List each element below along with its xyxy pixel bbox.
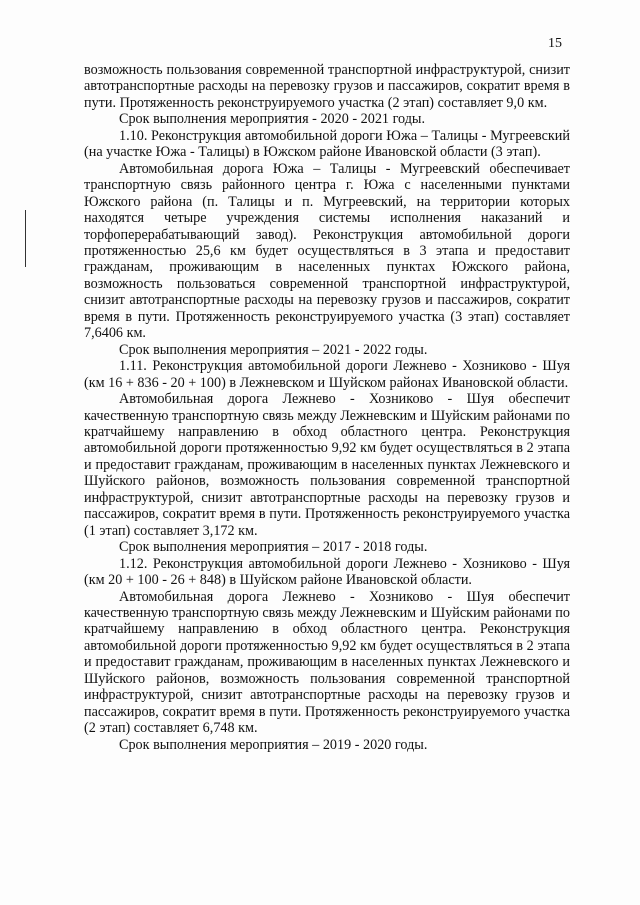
paragraph-deadline: Срок выполнения мероприятия – 2021 - 2022 годы.	[119, 341, 428, 358]
paragraph-deadline: Срок выполнения мероприятия - 2020 - 2021 годы.	[119, 111, 426, 128]
paragraph-item-description: Автомобильная дорога Лежнево - Хозниково - Шуя обеспечит качественную транспортную связь между Лежневским и Шуйским районами по кратчайшему направлению в обход областного центра. Реконструкция автомобильной дороги протяженностью 9,92 км будет осуществляться в 2 этапа и предоставит гражданам, проживающим в населенных пунктах Лежневского и Шуйского районов, возможность пользования современной транспортной инфраструктурой, снизит автотранспортные расходы на перевозку грузов и пассажиров, сократит время в пути. Протяженность реконструируемого участка (1 этап) составляет 3,172 км.	[84, 391, 570, 539]
paragraph-item-heading: 1.12. Реконструкция автомобильной дороги Лежнево - Хозниково - Шуя (км 20 + 100 - 26 + 848) в Шуйском районе Ивановской области.	[84, 555, 570, 589]
paragraph-deadline: Срок выполнения мероприятия – 2019 - 2020 годы.	[119, 736, 428, 753]
margin-mark	[25, 210, 26, 267]
paragraph-deadline: Срок выполнения мероприятия – 2017 - 2018 годы.	[119, 539, 428, 556]
paragraph-continuation: возможность пользования современной транспортной инфраструктурой, снизит автотранспортные расходы на перевозку грузов и пассажиров, сократит время в пути. Протяженность реконструируемого участка (2 этап) составляет 9,0 км.	[84, 62, 570, 111]
paragraph-item-heading: 1.11. Реконструкция автомобильной дороги Лежнево - Хозниково - Шуя (км 16 + 836 - 20 + 100) в Лежневском и Шуйском районах Ивановской области.	[84, 358, 570, 391]
page-number: 15	[548, 36, 562, 51]
paragraph-item-heading: 1.10. Реконструкция автомобильной дороги Южа – Талицы - Мугреевский (на участке Южа - Талицы) в Южском районе Ивановской области (3 этап).	[84, 127, 570, 161]
paragraph-item-description: Автомобильная дорога Южа – Талицы - Мугреевский обеспечивает транспортную связь районного центра г. Южа с населенными пунктами Южского района (п. Талицы и п. Мугреевский, на территории которых находятся четыре учреждения системы исполнения наказаний и торфоперерабатывающий завод). Реконструкция автомобильной дороги протяженностью 25,6 км будет осуществляться в 3 этапа и предоставит гражданам, проживающим в населенных пунктах Южского района, возможность пользоваться современной транспортной инфраструктурой, снизит автотранспортные расходы на перевозку грузов и пассажиров, сократит время в пути. Протяженность реконструируемого участка (3 этап) составляет 7,6406 км.	[84, 160, 570, 342]
paragraph-item-description: Автомобильная дорога Лежнево - Хозниково - Шуя обеспечит качественную транспортную связь между Лежневским и Шуйским районами по кратчайшему направлению в обход областного центра. Реконструкция автомобильной дороги протяженностью 9,92 км будет осуществляться в 2 этапа и предоставит гражданам, проживающим в населенных пунктах Лежневского и Шуйского районов, возможность пользования современной транспортной инфраструктурой, снизит автотранспортные расходы на перевозку грузов и пассажиров, сократит время в пути. Протяженность реконструируемого участка (2 этап) составляет 6,748 км.	[84, 588, 570, 737]
body-text	[84, 62, 570, 753]
